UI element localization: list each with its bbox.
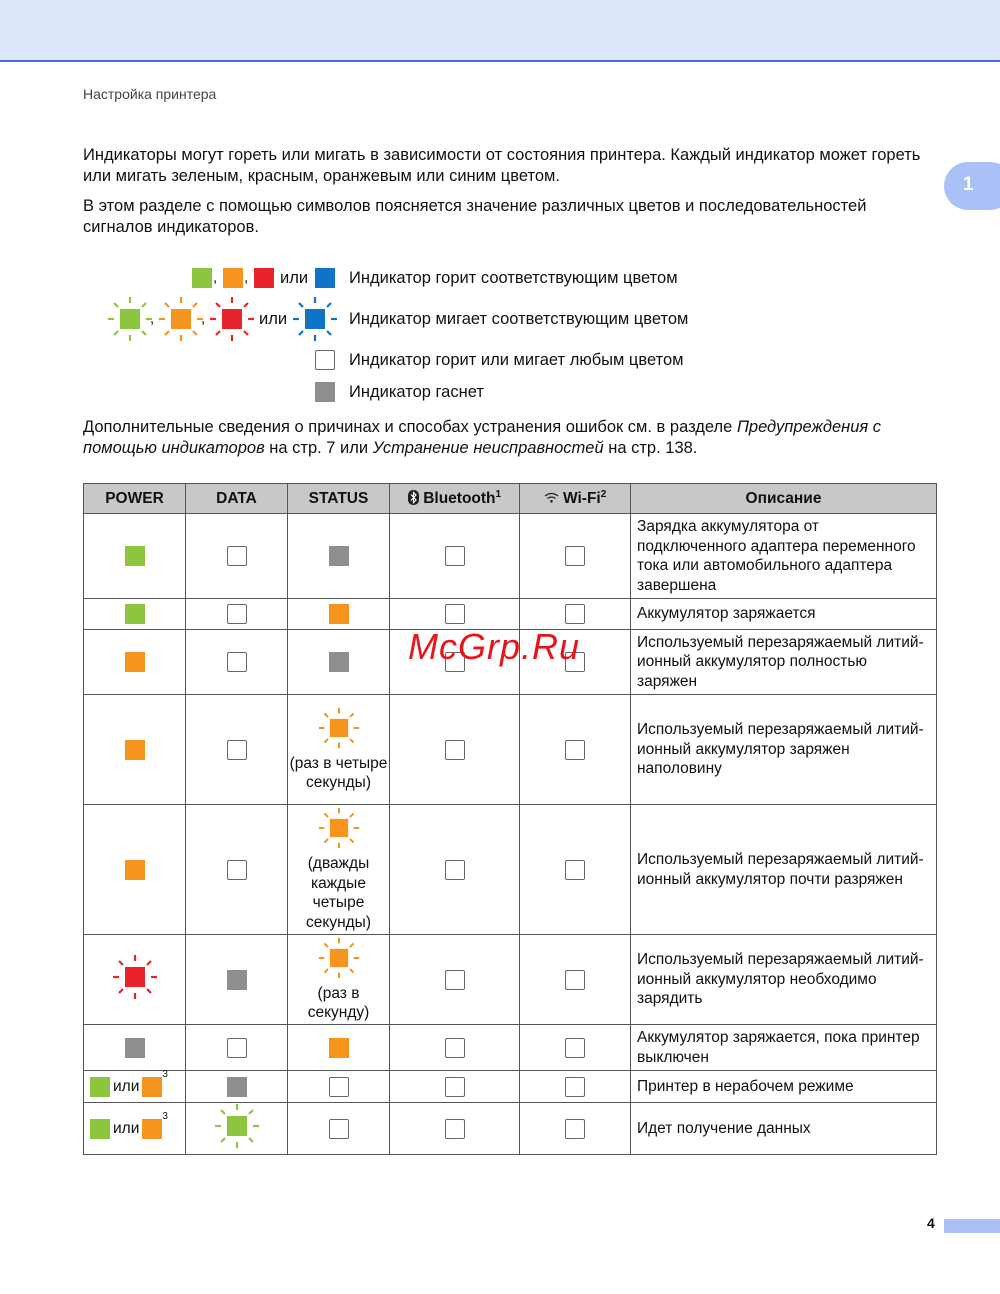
- warnings-reference[interactable]: Предупреждения с помощью индикаторов: [83, 418, 882, 457]
- any-state-icon: [445, 860, 465, 880]
- any-state-icon: [315, 350, 335, 370]
- row-description: Используемый перезаряжаемый литий-ионный аккумулятор необходимо зарядить: [631, 935, 937, 1025]
- any-state-icon: [329, 1119, 349, 1139]
- more-info-paragraph: [83, 417, 938, 459]
- green-lit-icon: [125, 546, 145, 566]
- orange-lit-icon: [125, 860, 145, 880]
- legend-or: или: [280, 269, 309, 287]
- row-description: Аккумулятор заряжается: [631, 599, 937, 630]
- legend-comma: ,: [150, 310, 155, 327]
- legend-comma: ,: [244, 269, 249, 286]
- orange-lit-icon: [142, 1119, 162, 1139]
- page-number: 4: [927, 1215, 935, 1231]
- row-description: Зарядка аккумулятора от подключенного адаптера переменного тока или автомобильного адаптера завершена: [631, 514, 937, 599]
- status-caption: (раз в секунду): [307, 984, 370, 1021]
- header-band: [0, 0, 1000, 62]
- chapter-tab[interactable]: 1: [944, 162, 1000, 210]
- legend-or: или: [259, 310, 288, 328]
- red-lit-icon: [254, 268, 274, 288]
- table-row: [84, 935, 937, 1025]
- red-blink-icon: [209, 296, 255, 342]
- green-lit-icon: [192, 268, 212, 288]
- any-state-icon: [445, 1119, 465, 1139]
- footnote-ref: 2: [600, 488, 607, 500]
- led-status-table: [83, 483, 937, 1155]
- orange-blink-icon: [318, 807, 360, 849]
- legend-blink-text: Индикатор мигает соответствующим цветом: [349, 310, 689, 328]
- table-row: [84, 805, 937, 935]
- wifi-icon: [544, 492, 559, 503]
- any-state-icon: [565, 740, 585, 760]
- intro-paragraph-2: В этом разделе с помощью символов поясняется значение различных цветов и последовательностей сигналов индикаторов.: [83, 197, 867, 236]
- table-row: [84, 1025, 937, 1071]
- green-lit-icon: [90, 1077, 110, 1097]
- off-icon: [227, 970, 247, 990]
- more-info-text: на стр. 7 или: [264, 439, 373, 457]
- any-state-icon: [445, 970, 465, 990]
- table-row: [84, 599, 937, 630]
- legend-blink: [0, 305, 1000, 333]
- blue-blink-icon: [292, 296, 338, 342]
- orange-blink-icon: [318, 707, 360, 749]
- row-description: Используемый перезаряжаемый литий-ионный аккумулятор полностью заряжен: [631, 630, 937, 695]
- any-state-icon: [565, 970, 585, 990]
- legend-comma: ,: [213, 269, 218, 286]
- header-status: STATUS: [288, 484, 390, 514]
- orange-lit-icon: [223, 268, 243, 288]
- table-row: [84, 514, 937, 599]
- green-lit-icon: [90, 1119, 110, 1139]
- header-bluetooth: [390, 484, 520, 514]
- legend-off: [0, 378, 1000, 406]
- watermark: McGrp.Ru: [408, 626, 581, 667]
- green-lit-icon: [125, 604, 145, 624]
- off-icon: [329, 652, 349, 672]
- any-state-icon: [227, 546, 247, 566]
- intro-paragraph-1: Индикаторы могут гореть или мигать в зависимости от состояния принтера. Каждый индикатор может гореть или мигать зеленым, красным, оранжевым или синим цветом.: [83, 146, 921, 185]
- off-icon: [125, 1038, 145, 1058]
- any-state-icon: [565, 860, 585, 880]
- status-caption: (дважды каждые четыре секунды): [306, 855, 371, 931]
- table-header-row: [84, 484, 937, 514]
- table-row: [84, 1071, 937, 1103]
- orange-lit-icon: [142, 1077, 162, 1097]
- any-state-icon: [565, 604, 585, 624]
- row-description: Аккумулятор заряжается, пока принтер выключен: [631, 1025, 937, 1071]
- legend-off-text: Индикатор гаснет: [349, 383, 484, 401]
- off-icon: [227, 1077, 247, 1097]
- any-state-icon: [329, 1077, 349, 1097]
- row-description: Используемый перезаряжаемый литий-ионный аккумулятор почти разряжен: [631, 805, 937, 935]
- any-state-icon: [445, 1077, 465, 1097]
- legend-lit-text: Индикатор горит соответствующим цветом: [349, 269, 678, 287]
- orange-blink-icon: [318, 937, 360, 979]
- orange-lit-icon: [329, 604, 349, 624]
- any-state-icon: [227, 740, 247, 760]
- any-state-icon: [227, 604, 247, 624]
- green-blink-icon: [214, 1103, 260, 1149]
- any-state-icon: [565, 546, 585, 566]
- off-icon: [329, 546, 349, 566]
- blue-lit-icon: [315, 268, 335, 288]
- legend-comma: ,: [201, 310, 206, 327]
- orange-lit-icon: [125, 652, 145, 672]
- any-state-icon: [445, 1038, 465, 1058]
- troubleshooting-reference[interactable]: Устранение неисправностей: [372, 439, 604, 457]
- row-description: Используемый перезаряжаемый литий-ионный аккумулятор заряжен наполовину: [631, 695, 937, 805]
- header-wifi-label: Wi-Fi: [563, 490, 601, 508]
- any-state-icon: [445, 740, 465, 760]
- orange-blink-icon: [158, 296, 204, 342]
- any-state-icon: [565, 1077, 585, 1097]
- header-power: POWER: [84, 484, 186, 514]
- footnote-ref: 3: [162, 1110, 168, 1122]
- more-info-text: на стр. 138.: [603, 439, 698, 457]
- or-label: или: [113, 1119, 140, 1137]
- row-description: Идет получение данных: [631, 1103, 937, 1155]
- any-state-icon: [227, 652, 247, 672]
- table-row: [84, 695, 937, 805]
- footnote-ref: 1: [495, 488, 502, 500]
- legend-lit: [0, 264, 1000, 292]
- off-icon: [315, 382, 335, 402]
- orange-lit-icon: [329, 1038, 349, 1058]
- or-label: или: [113, 1077, 140, 1095]
- header-bluetooth-label: Bluetooth: [423, 490, 496, 508]
- orange-lit-icon: [125, 740, 145, 760]
- bluetooth-icon: [408, 490, 419, 505]
- more-info-text: Дополнительные сведения о причинах и способах устранения ошибок см. в разделе: [83, 418, 737, 436]
- header-data: DATA: [186, 484, 288, 514]
- any-state-icon: [445, 604, 465, 624]
- section-title: Настройка принтера: [83, 86, 217, 102]
- table-row: [84, 1103, 937, 1155]
- any-state-icon: [445, 546, 465, 566]
- row-description: Принтер в нерабочем режиме: [631, 1071, 937, 1103]
- green-blink-icon: [107, 296, 153, 342]
- header-description: Описание: [631, 484, 937, 514]
- legend-any: [0, 346, 1000, 374]
- any-state-icon: [565, 1038, 585, 1058]
- header-wifi: [520, 484, 631, 514]
- status-caption: (раз в четыре секунды): [289, 754, 388, 791]
- any-state-icon: [565, 1119, 585, 1139]
- red-blink-icon: [112, 954, 158, 1000]
- page-bar: [944, 1219, 1000, 1233]
- any-state-icon: [227, 860, 247, 880]
- legend-any-text: Индикатор горит или мигает любым цветом: [349, 351, 684, 369]
- footnote-ref: 3: [162, 1068, 168, 1080]
- any-state-icon: [227, 1038, 247, 1058]
